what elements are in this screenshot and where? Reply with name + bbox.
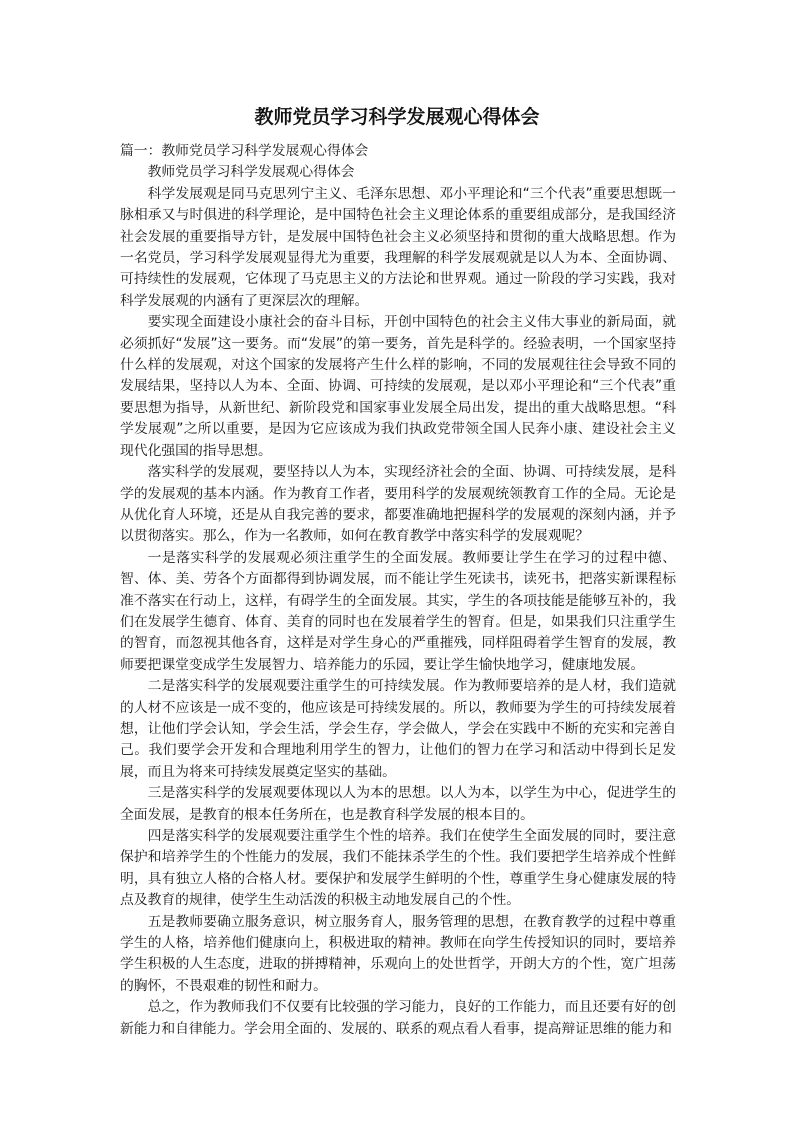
body-paragraph: 落实科学的发展观，要坚持以人为本，实现经济社会的全面、协调、可持续发展，是科学的发展观的基本内涵。作为教育工作者，要用科学的发展观统领教育工作的全局。无论是从优化育人环境，还是从自我完善的要求，都要准确地把握科学的发展观的深刻内涵，并予以贯彻落实。那么，作为一名教师，如何在教育教学中落实科学的发展观呢？ bbox=[120, 464, 676, 545]
subtitle-paragraph: 教师党员学习科学发展观心得体会 bbox=[147, 164, 355, 181]
body-paragraph: 要实现全面建设小康社会的奋斗目标，开创中国特色的社会主义伟大事业的新局面，就必须抓好“发展”这一要务。而“发展”的第一要务，首先是科学的。经验表明，一个国家坚持什么样的发展观，对这个国家的发展将产生什么样的影响，不同的发展观往往会导致不同的发展结果，坚持以人为本、全面、协调、可持续的发展观，是以邓小平理论和“三个代表”重要思想为指导，从新世纪、新阶段党和国家事业发展全局出发，提出的重大战略思想。“科学发展观”之所以重要，是因为它应该成为我们执政党带领全国人民奔小康、建设社会主义现代化强国的指导思想。 bbox=[120, 314, 676, 459]
body-paragraph: 四是落实科学的发展观要注重学生个性的培养。我们在使学生全面发展的同时，要注意保护和培养学生的个性能力的发展，我们不能抹杀学生的个性。我们要把学生培养成个性鲜明，具有独立人格的合格人材。要保护和发展学生鲜明的个性，尊重学生身心健康发展的特点及教育的规律，使学生生动活泼的积极主动地发展自己的个性。 bbox=[120, 828, 676, 909]
body-paragraph: 三是落实科学的发展观要体现以人为本的思想。以人为本，以学生为中心，促进学生的全面发展，是教育的根本任务所在，也是教育科学发展的根本目的。 bbox=[120, 785, 676, 823]
document-body bbox=[120, 141, 676, 1040]
body-paragraph: 科学发展观是同马克思列宁主义、毛泽东思想、邓小平理论和“三个代表”重要思想既一脉相承又与时俱进的科学理论，是中国特色社会主义理论体系的重要组成部分，是我国经济社会发展的重要指导方针，是发展中国特色社会主义必须坚持和贯彻的重大战略思想。作为一名党员，学习科学发展观显得尤为重要，我理解的科学发展观就是以人为本、全面协调、可持续性的发展观，它体现了马克思主义的方法论和世界观。通过一阶段的学习实践，我对科学发展观的内涵有了更深层次的理解。 bbox=[120, 185, 676, 309]
body-paragraph: 五是教师要确立服务意识，树立服务育人，服务管理的思想，在教育教学的过程中尊重学生的人格，培养他们健康向上，积极进取的精神。教师在向学生传授知识的同时，要培养学生积极的人生态度，进取的拼搏精神，乐观向上的处世哲学，开朗大方的个性，宽广坦荡的胸怀，不畏艰难的韧性和耐力。 bbox=[120, 913, 676, 994]
body-paragraph: 总之，作为教师我们不仅要有比较强的学习能力，良好的工作能力，而且还要有好的创新能力和自律能力。学会用全面的、发展的、联系的观点看人看事，提高辩证思维的能力和 bbox=[120, 999, 676, 1037]
body-paragraph: 二是落实科学的发展观要注重学生的可持续发展。作为教师要培养的是人材，我们造就的人材不应该是一成不变的，他应该是可持续发展的。所以，教师要为学生的可持续发展着想，让他们学会认知，学会生活，学会生存，学会做人，学会在实践中不断的充实和完善自己。我们要学会开发和合理地利用学生的智力，让他们的智力在学习和活动中得到长足发展，而且为将来可持续发展奠定坚实的基础。 bbox=[120, 678, 676, 780]
document-title: 教师党员学习科学发展观心得体会 bbox=[254, 106, 540, 128]
section-heading: 篇一：教师党员学习科学发展观心得体会 bbox=[120, 143, 369, 159]
body-paragraph: 一是落实科学的发展观必须注重学生的全面发展。教师要让学生在学习的过程中德、智、体、美、劳各个方面都得到协调发展，而不能让学生死读书，读死书，把落实新课程标准不落实在行动上，这样，有碍学生的全面发展。其实，学生的各项技能是能够互补的，我们在发展学生德育、体育、美育的同时也在发展着学生的智育。但是，如果我们只注重学生的智育，而忽视其他各育，这样是对学生身心的严重摧残，同样阻碍着学生智育的发展，教师要把课堂变成学生发展智力、培养能力的乐园，要让学生愉快地学习，健康地发展。 bbox=[120, 549, 676, 673]
